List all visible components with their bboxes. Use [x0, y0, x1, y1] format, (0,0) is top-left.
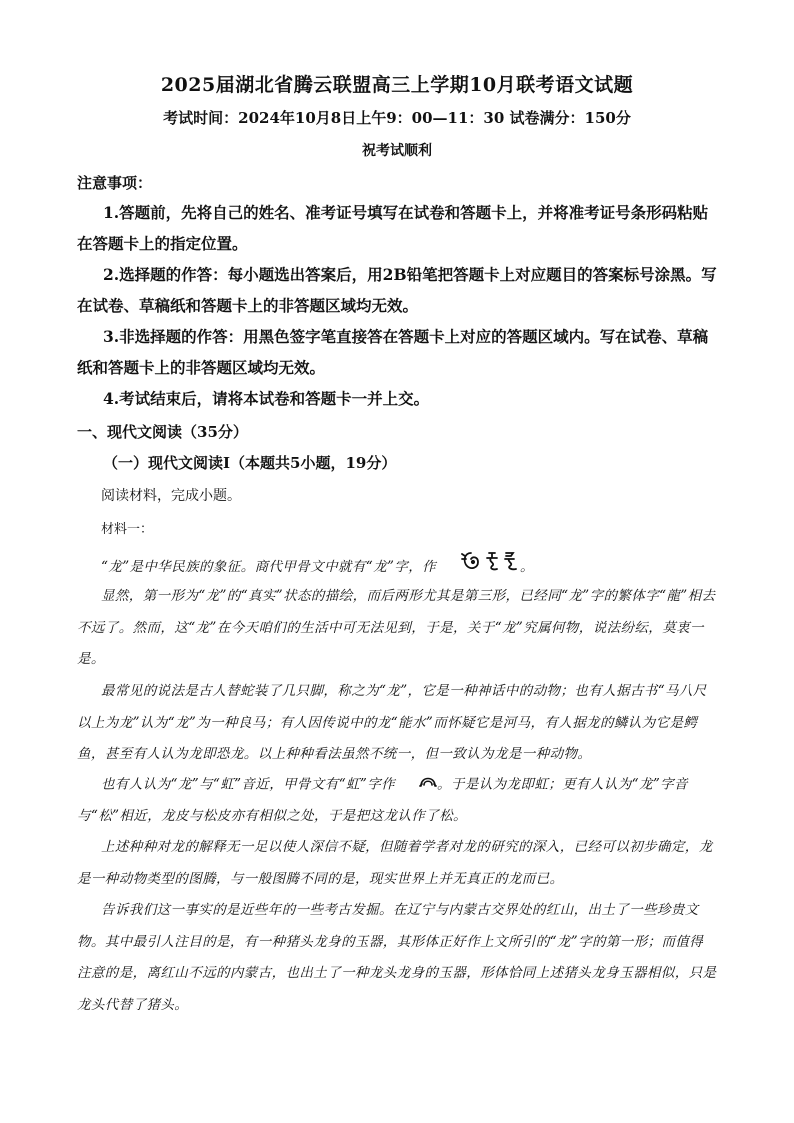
oracle-bone-rainbow-icon	[395, 769, 437, 801]
paragraph-4-tail: 。于是认为龙即虹；更有人认为“龙”字音与“松”相近，龙皮与松皮亦有相似之处，于是把这龙认作了松。	[77, 776, 688, 824]
blessing-text: 祝考试顺利	[362, 143, 432, 159]
passage-paragraph-6: 告诉我们这一事实的是近些年的一些考古发掘。在辽宁与内蒙古交界处的红山，出土了一些珍贵文物。其中最引人注目的是，有一种猪头龙身的玉器，其形体正好作上文所引的“龙”字的第一形；而值得注意的是，离红山不远的内蒙古，也出土了一种龙头龙身的玉器，形体恰同上述猪头龙身玉器相似，只是龙头代替了猪头。	[77, 902, 717, 1013]
paragraph-1-text: “龙”是中华民族的象征。商代甲骨文中就有“龙”字，作	[101, 558, 437, 575]
passage-paragraph-4	[77, 769, 717, 832]
passage-paragraph-5: 上述种种对龙的解释无一足以使人深信不疑，但随着学者对龙的研究的深入，已经可以初步确定，龙是一种动物类型的图腾，与一般图腾不同的是，现实世界上并无真正的龙而已。	[77, 839, 713, 887]
notice-item-2: 2.选择题的作答：每小题选出答案后，用2B铅笔把答题卡上对应题目的答案标号涂黑。写在试卷、草稿纸和答题卡上的非答题区域均无效。	[77, 265, 717, 315]
reading-instruction: 阅读材料，完成小题。	[101, 488, 241, 504]
paragraph-4-text: 也有人认为“龙”与“虹”音近，甲骨文有“虹”字作	[101, 776, 396, 793]
paragraph-1-tail: 。	[520, 558, 534, 575]
passage-paragraph-3: 最常见的说法是古人替蛇装了几只脚，称之为“龙”，它是一种神话中的动物；也有人据古书“马八尺以上为龙”认为“龙”为一种良马；有人因传说中的龙“能水”而怀疑它是河马，有人据龙的鳞认为它是鳄鱼，甚至有人认为龙即恐龙。以上种种看法虽然不统一，但一致认为龙是一种动物。	[77, 683, 707, 762]
material-label: 材料一：	[101, 522, 154, 537]
section-heading: 一、现代文阅读（35分）	[77, 423, 248, 441]
notice-heading: 注意事项：	[77, 174, 153, 192]
passage-paragraph-2: 显然，第一形为“龙”的“真实”状态的描绘，而后两形尤其是第三形，已经同“龙”字的繁体字“龍”相去不远了。然而，这“龙”在今天咱们的生活中可无法见到，于是，关于“龙”究属何物，说法纷纭，莫衷一是。	[77, 588, 716, 667]
notice-item-1: 1.答题前，先将自己的姓名、准考证号填写在试卷和答题卡上，并将准考证号条形码粘贴在答题卡上的指定位置。	[77, 203, 709, 253]
exam-info: 考试时间：2024年10月8日上午9：00—11：30 试卷满分：150分	[163, 109, 631, 127]
oracle-bone-dragon-icon	[437, 550, 519, 585]
document-title: 2025届湖北省腾云联盟高三上学期10月联考语文试题	[160, 74, 634, 96]
sub-section-heading: （一）现代文阅读Ⅰ（本题共5小题，19分）	[103, 454, 397, 472]
passage-paragraph-1	[77, 550, 717, 585]
notice-item-4: 4.考试结束后，请将本试卷和答题卡一并上交。	[103, 389, 430, 408]
notice-item-3: 3.非选择题的作答：用黑色签字笔直接答在答题卡上对应的答题区域内。写在试卷、草稿纸和答题卡上的非答题区域均无效。	[77, 327, 709, 377]
